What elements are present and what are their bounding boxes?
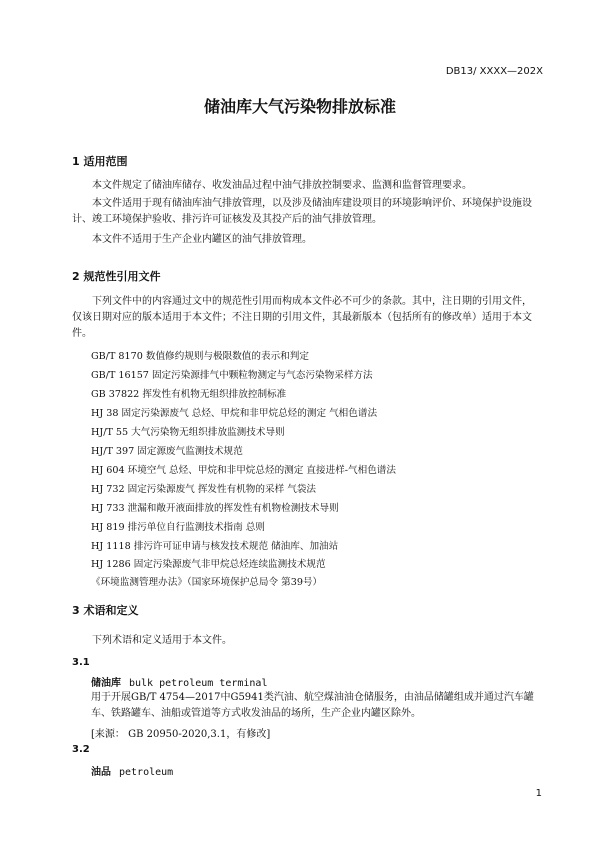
standard-code: DB13/ XXXX—202X <box>445 66 543 77</box>
section-3-heading: 3 术语和定义 <box>72 604 139 617</box>
section-2-intro: 下列文件中的内容通过文中的规范性引用而构成本文件必不可少的条款。其中，注日期的引用文件，仅该日期对应的版本适用于本文件；不注日期的引用文件，其最新版本（包括所有的修改单）适用于本文件。 <box>72 296 532 339</box>
reference-item: GB/T 8170 数值修约规则与极限数值的表示和判定 <box>91 351 309 362</box>
reference-item: GB/T 16157 固定污染源排气中颗粒物测定与气态污染物采样方法 <box>91 370 373 381</box>
reference-item: HJ 604 环境空气 总烃、甲烷和非甲烷总烃的测定 直接进样-气相色谱法 <box>91 465 396 476</box>
term-source: [来源： GB 20950-2020,3.1，有修改] <box>91 729 271 740</box>
section-3-intro: 下列术语和定义适用于本文件。 <box>92 635 232 646</box>
term-english: bulk petroleum terminal <box>129 678 268 689</box>
term-chinese: 储油库 <box>91 678 121 689</box>
reference-item: GB 37822 挥发性有机物无组织排放控制标准 <box>91 389 287 400</box>
reference-item: HJ 1286 固定污染源废气非甲烷总烃连续监测技术规范 <box>91 559 326 570</box>
reference-item: HJ 732 固定污染源废气 挥发性有机物的采样 气袋法 <box>91 484 317 495</box>
reference-item: HJ/T 55 大气污染物无组织排放监测技术导则 <box>91 427 285 438</box>
term-number: 3.2 <box>72 744 90 755</box>
reference-item: 《环境监测管理办法》（国家环境保护总局令 第39号） <box>91 577 323 588</box>
page-number: 1 <box>535 788 542 799</box>
term-heading <box>91 674 267 689</box>
term-heading <box>91 763 173 778</box>
reference-item: HJ 38 固定污染源废气 总烃、甲烷和非甲烷总烃的测定 气相色谱法 <box>91 408 378 419</box>
reference-item: HJ 1118 排污许可证申请与核发技术规范 储油库、加油站 <box>91 541 339 552</box>
reference-item: HJ/T 397 固定源废气监测技术规范 <box>91 446 243 457</box>
term-number: 3.1 <box>72 657 90 668</box>
term-definition: 用于开展GB/T 4754—2017中G5941类汽油、航空煤油油仓储服务，由油品储罐组成并通过汽车罐车、铁路罐车、油船或管道等方式收发油品的场所，生产企业内罐区除外。 <box>91 692 534 719</box>
section-1-heading: 1 适用范围 <box>72 155 128 168</box>
document-title: 储油库大气污染物排放标准 <box>203 97 396 116</box>
reference-item: HJ 733 泄漏和敞开液面排放的挥发性有机物检测技术导则 <box>91 503 339 514</box>
section-1-paragraph-2: 本文件适用于现有储油库油气排放管理，以及涉及储油库建设项目的环境影响评价、环境保护设施设计、竣工环境保护验收、排污许可证核发及其投产后的油气排放管理。 <box>72 198 532 225</box>
reference-item: HJ 819 排污单位自行监测技术指南 总则 <box>91 522 265 533</box>
section-1-paragraph-1: 本文件规定了储油库储存、收发油品过程中油气排放控制要求、监测和监督管理要求。 <box>92 180 472 191</box>
term-chinese: 油品 <box>91 767 111 778</box>
term-english: petroleum <box>119 767 174 778</box>
section-2-heading: 2 规范性引用文件 <box>72 270 161 283</box>
section-1-paragraph-3: 本文件不适用于生产企业内罐区的油气排放管理。 <box>92 234 312 245</box>
